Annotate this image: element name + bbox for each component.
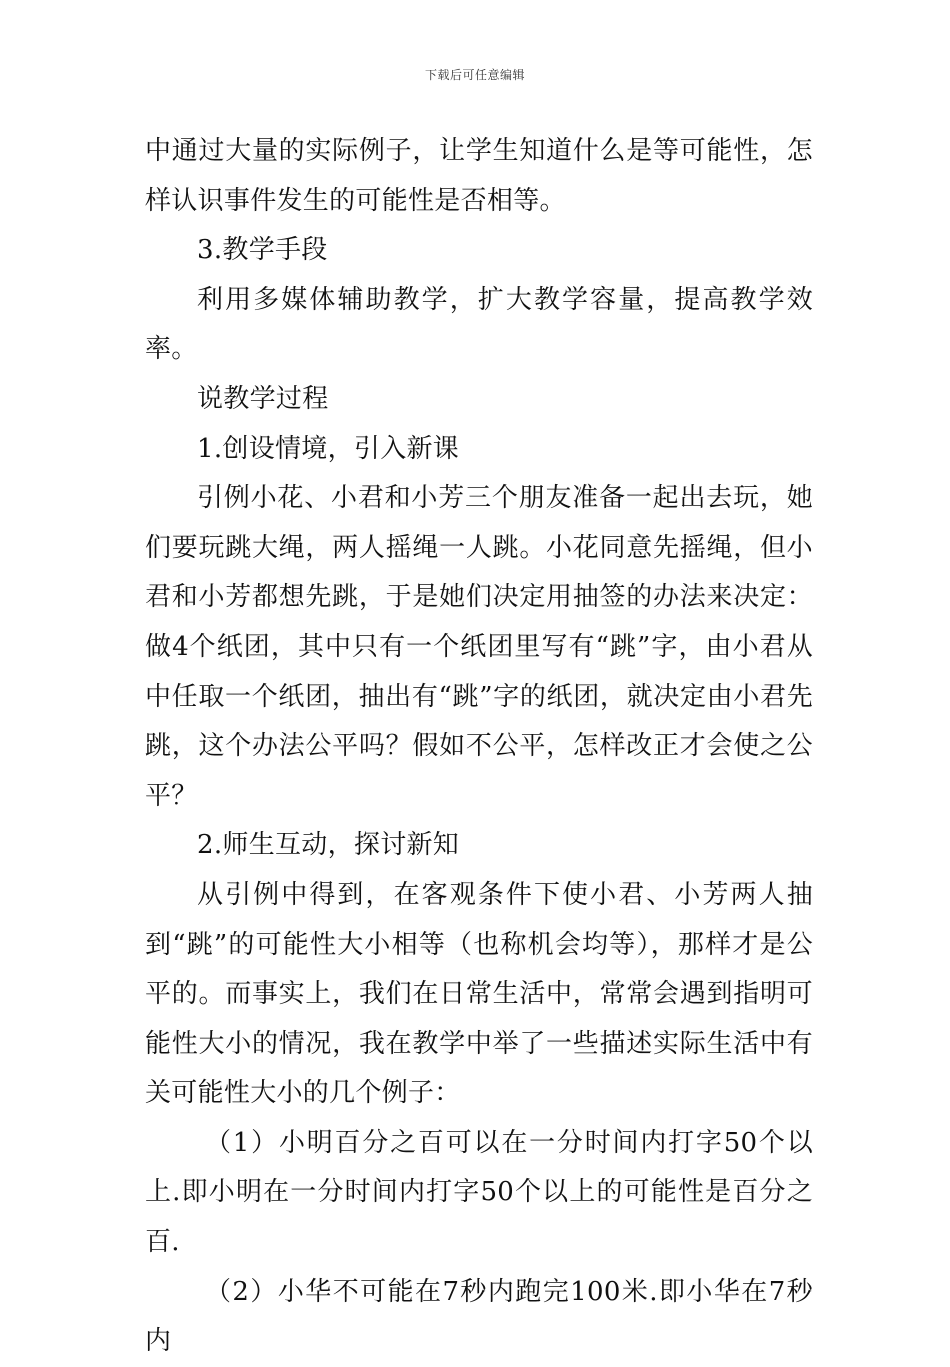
paragraph-continued: 中通过大量的实际例子，让学生知道什么是等可能性，怎样认识事件发生的可能性是否相等。 bbox=[145, 136, 813, 216]
document-body bbox=[145, 127, 813, 1367]
section-heading-interaction: 2.师生互动，探讨新知 bbox=[197, 830, 460, 861]
paragraph-intro-example: 引例小花、小君和小芳三个朋友准备一起出去玩，她们要玩跳大绳，两人摇绳一人跳。小花同意先摇绳，但小君和小芳都想先跳，于是她们决定用抽签的办法来决定：做4个纸团，其中只有一个纸团里写有“跳”字，由小君从中任取一个纸团，抽出有“跳”字的纸团，就决定由小君先跳，这个办法公平吗？假如不公平，怎样改正才会使之公平？ bbox=[145, 483, 813, 811]
section-heading-teaching-process: 说教学过程 bbox=[197, 383, 329, 414]
page-header: 下载后可任意编辑 bbox=[424, 68, 525, 82]
list-item-example-2: （2）小华不可能在7秒内跑完100米.即小华在7秒内 bbox=[145, 1276, 813, 1357]
paragraph-fairness: 从引例中得到，在客观条件下使小君、小芳两人抽到“跳”的可能性大小相等（也称机会均等），那样才是公平的。而事实上，我们在日常生活中，常常会遇到指明可能性大小的情况，我在教学中举了一些描述实际生活中有关可能性大小的几个例子： bbox=[145, 879, 813, 1109]
section-heading-teaching-means: 3.教学手段 bbox=[197, 235, 328, 266]
list-item-example-1: （1）小明百分之百可以在一分时间内打字50个以上.即小明在一分时间内打字50个以上的可能性是百分之百. bbox=[145, 1127, 813, 1258]
section-heading-create-context: 1.创设情境，引入新课 bbox=[197, 433, 460, 464]
paragraph-multimedia: 利用多媒体辅助教学，扩大教学容量，提高教学效率。 bbox=[145, 284, 813, 365]
